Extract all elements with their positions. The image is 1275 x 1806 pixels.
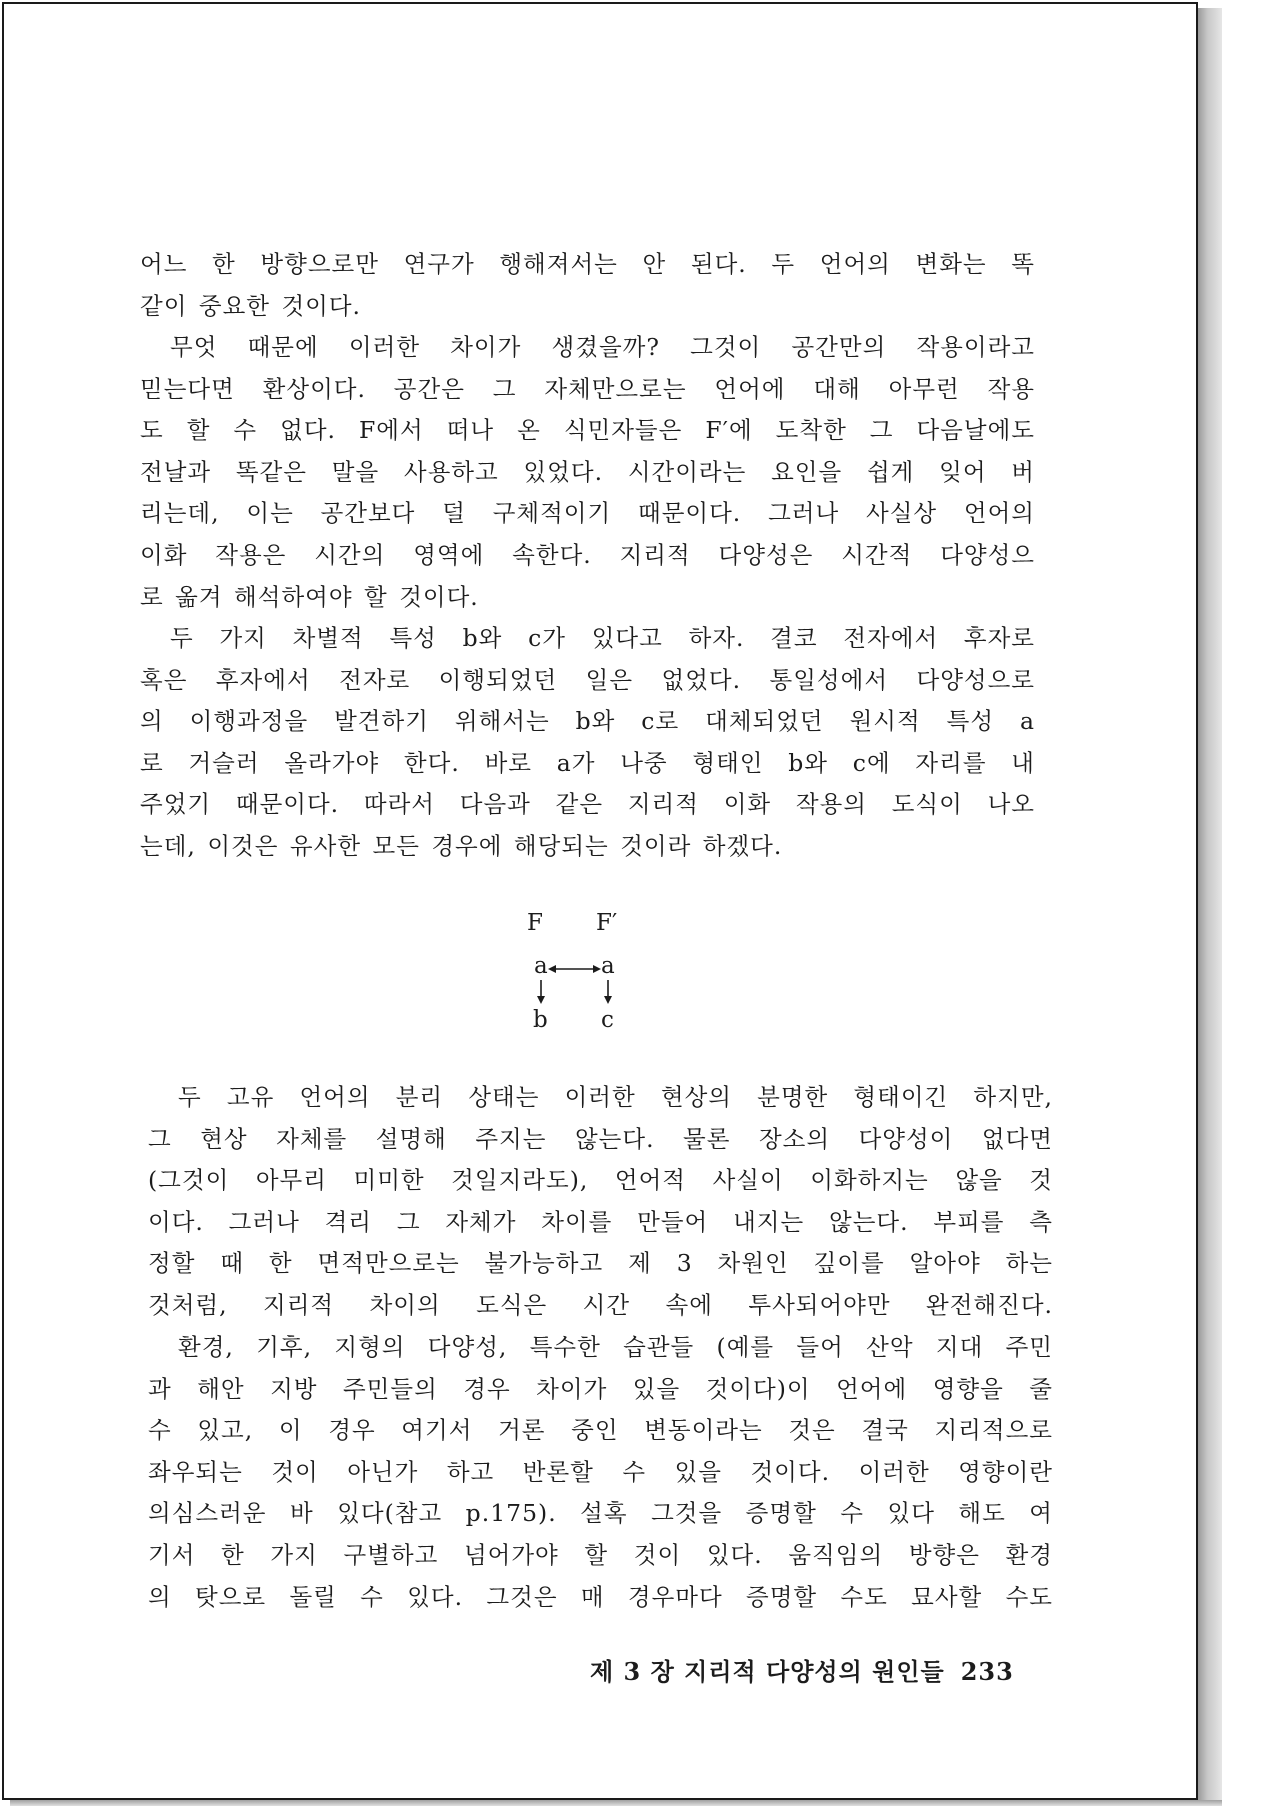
- text-line: 정할 때 한 면적만으로는 불가능하고 제 3 차원인 깊이를 알아야 하는: [148, 1249, 1053, 1278]
- text-line: 리는데, 이는 공간보다 덜 구체적이기 때문이다. 그러나 사실상 언어의: [140, 499, 1035, 528]
- text-line: 로 옮겨 해석하여야 할 것이다.: [140, 582, 479, 611]
- running-footer: [590, 1652, 1014, 1687]
- text-line: 수 있고, 이 경우 여기서 거론 중인 변동이라는 것은 결국 지리적으로: [148, 1416, 1053, 1445]
- paragraph-3: [140, 618, 1035, 868]
- down-arrow-icon: [537, 980, 545, 1004]
- diagram-b: b: [533, 1007, 548, 1033]
- diagram-a-left: a: [534, 953, 548, 979]
- text-line: 주었기 때문이다. 따라서 다음과 같은 지리적 이화 작용의 도식이 나오: [140, 790, 1035, 819]
- paragraph-4: [148, 1077, 1053, 1327]
- text-line: 두 고유 언어의 분리 상태는 이러한 현상의 분명한 형태이긴 하지만,: [178, 1083, 1053, 1111]
- differentiation-diagram: [520, 910, 640, 1040]
- text-line: 두 가지 차별적 특성 b와 c가 있다고 하자. 결코 전자에서 후자로: [170, 624, 1035, 652]
- diagram-c: c: [601, 1007, 614, 1033]
- double-arrow-icon: [548, 965, 601, 973]
- text-line: 환경, 기후, 지형의 다양성, 특수한 습관들 (예를 들어 산악 지대 주민: [178, 1333, 1053, 1361]
- diagram-label-f: F: [527, 910, 543, 936]
- page-number: 233: [960, 1657, 1014, 1686]
- text-line: 이화 작용은 시간의 영역에 속한다. 지리적 다양성은 시간적 다양성으: [140, 540, 1035, 569]
- text-line: 의 탓으로 돌릴 수 있다. 그것은 매 경우마다 증명할 수도 묘사할 수도: [148, 1582, 1053, 1611]
- text-line: 전날과 똑같은 말을 사용하고 있었다. 시간이라는 요인을 쉽게 잊어 버: [140, 457, 1035, 486]
- chapter-title: 제 3 장 지리적 다양성의 원인들: [590, 1657, 945, 1686]
- text-line: 그 현상 자체를 설명해 주지는 않는다. 물론 장소의 다양성이 없다면: [148, 1124, 1053, 1153]
- diagram-label-f-prime: F′: [596, 910, 618, 936]
- text-line: 의 이행과정을 발견하기 위해서는 b와 c로 대체되었던 원시적 특성 a: [140, 707, 1035, 736]
- text-line: 혹은 후자에서 전자로 이행되었던 일은 없었다. 통일성에서 다양성으로: [140, 665, 1035, 694]
- diagram-a-right: a: [601, 953, 615, 979]
- down-arrow-icon: [604, 980, 612, 1004]
- text-line: 좌우되는 것이 아닌가 하고 반론할 수 있을 것이다. 이러한 영향이란: [148, 1457, 1053, 1486]
- text-line: 과 해안 지방 주민들의 경우 차이가 있을 것이다)이 언어에 영향을 줄: [148, 1374, 1053, 1403]
- text-line: 는데, 이것은 유사한 모든 경우에 해당되는 것이라 하겠다.: [140, 831, 783, 860]
- text-line: 무엇 때문에 이러한 차이가 생겼을까? 그것이 공간만의 작용이라고: [170, 333, 1035, 361]
- paragraph-5: [148, 1327, 1053, 1618]
- text-line: 믿는다면 환상이다. 공간은 그 자체만으로는 언어에 대해 아무런 작용: [140, 374, 1035, 403]
- page-edge-shadow-bottom: [10, 1800, 1222, 1806]
- text-line: 어느 한 방향으로만 연구가 행해져서는 안 된다. 두 언어의 변화는 똑: [140, 250, 1035, 278]
- page-edge-shadow-right: [1198, 8, 1222, 1804]
- text-line: 도 할 수 없다. F에서 떠나 온 식민자들은 F′에 도착한 그 다음날에도: [140, 416, 1035, 445]
- text-line: (그것이 아무리 미미한 것일지라도), 언어적 사실이 이화하지는 않을 것: [148, 1166, 1053, 1195]
- text-line: 같이 중요한 것이다.: [140, 291, 362, 320]
- text-line: 기서 한 가지 구별하고 넘어가야 할 것이 있다. 움직임의 방향은 환경: [148, 1540, 1053, 1569]
- paragraph-1: [140, 244, 1035, 327]
- text-line: 의심스러운 바 있다(참고 p.175). 설혹 그것을 증명할 수 있다 해도 여: [148, 1499, 1053, 1528]
- paragraph-2: [140, 327, 1035, 618]
- text-line: 것처럼, 지리적 차이의 도식은 시간 속에 투사되어야만 완전해진다.: [148, 1290, 1053, 1319]
- text-line: 로 거슬러 올라가야 한다. 바로 a가 나중 형태인 b와 c에 자리를 내: [140, 748, 1035, 777]
- text-line: 이다. 그러나 격리 그 자체가 차이를 만들어 내지는 않는다. 부피를 측: [148, 1207, 1053, 1236]
